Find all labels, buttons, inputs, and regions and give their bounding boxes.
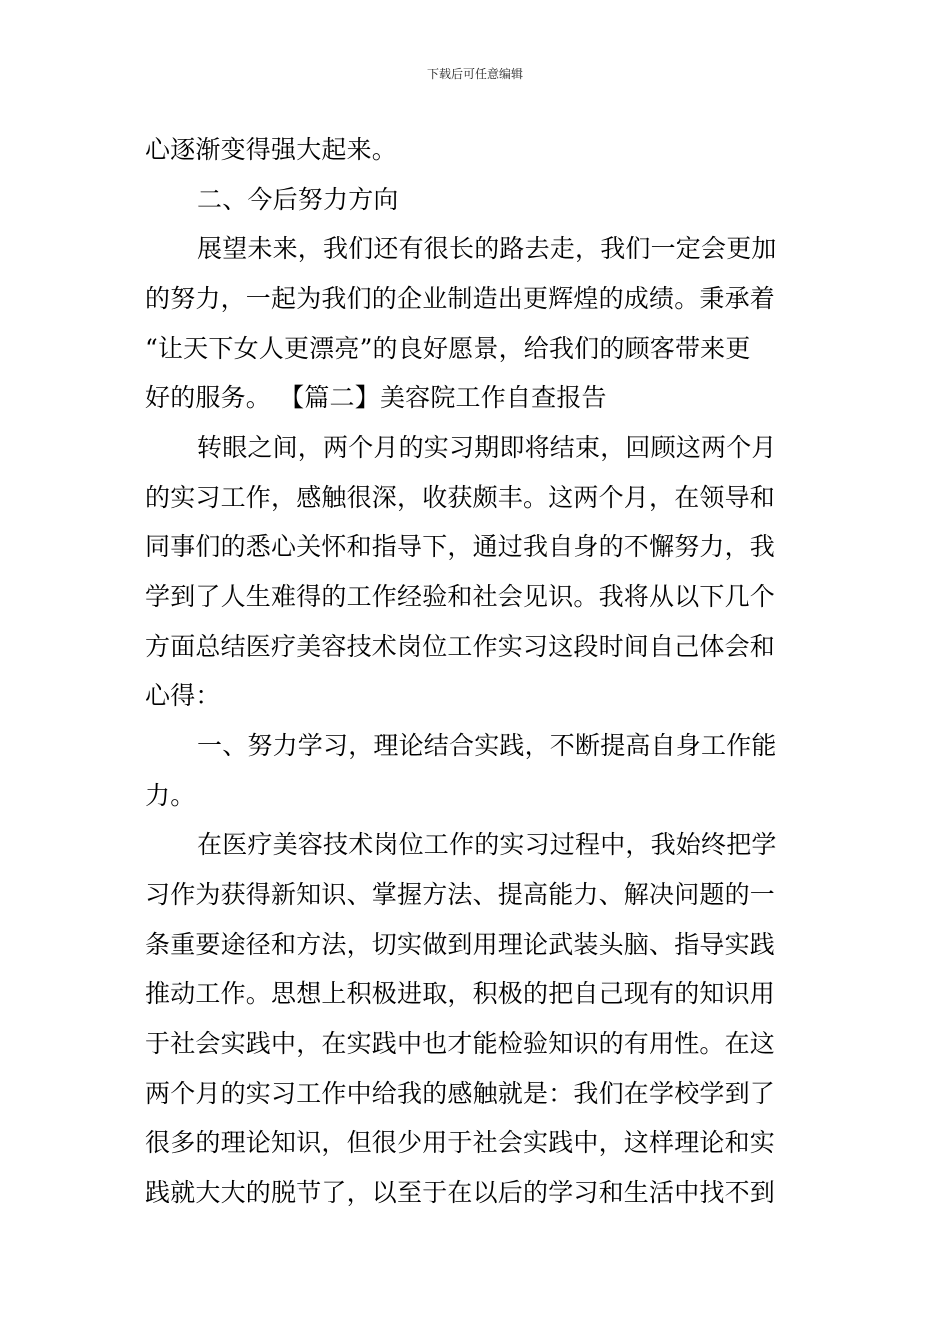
body-line: 条重要途径和方法，切实做到用理论武装头脑、指导实践 xyxy=(145,930,776,959)
body-line: 的努力，一起为我们的企业制造出更辉煌的成绩。秉承着 xyxy=(145,284,776,313)
body-line: 心得： xyxy=(145,681,221,710)
body-line: 方面总结医疗美容技术岗位工作实习这段时间自己体会和 xyxy=(145,632,776,661)
body-line: 习作为获得新知识、掌握方法、提高能力、解决问题的一 xyxy=(145,880,776,909)
body-line: 转眼之间，两个月的实习期即将结束，回顾这两个月 xyxy=(197,433,777,462)
body-line: “让天下女人更漂亮”的良好愿景，给我们的顾客带来更 xyxy=(145,334,751,363)
body-line: 于社会实践中，在实践中也才能检验知识的有用性。在这 xyxy=(145,1029,776,1058)
page-header: 下载后可任意编辑 xyxy=(426,67,523,81)
section-heading: 一、努力学习，理论结合实践，不断提高自身工作能 xyxy=(197,731,777,760)
body-line: 好的服务。 【篇二】美容院工作自查报告 xyxy=(145,383,607,412)
body-line: 两个月的实习工作中给我的感触就是：我们在学校学到了 xyxy=(145,1079,776,1108)
body-line: 力。 xyxy=(145,781,196,810)
body-line: 同事们的悉心关怀和指导下，通过我自身的不懈努力，我 xyxy=(145,532,776,561)
body-line: 学到了人生难得的工作经验和社会见识。我将从以下几个 xyxy=(145,582,776,611)
body-line: 践就大大的脱节了，以至于在以后的学习和生活中找不到 xyxy=(145,1178,776,1207)
body-line: 心逐渐变得强大起来。 xyxy=(145,135,398,164)
body-line: 的实习工作，感触很深，收获颇丰。这两个月，在领导和 xyxy=(145,483,776,512)
section-heading: 二、今后努力方向 xyxy=(197,185,399,214)
body-line: 在医疗美容技术岗位工作的实习过程中，我始终把学 xyxy=(197,830,777,859)
body-line: 展望未来，我们还有很长的路去走，我们一定会更加 xyxy=(197,234,777,263)
body-line: 推动工作。思想上积极进取，积极的把自己现有的知识用 xyxy=(145,979,776,1008)
body-line: 很多的理论知识，但很少用于社会实践中，这样理论和实 xyxy=(145,1128,776,1157)
